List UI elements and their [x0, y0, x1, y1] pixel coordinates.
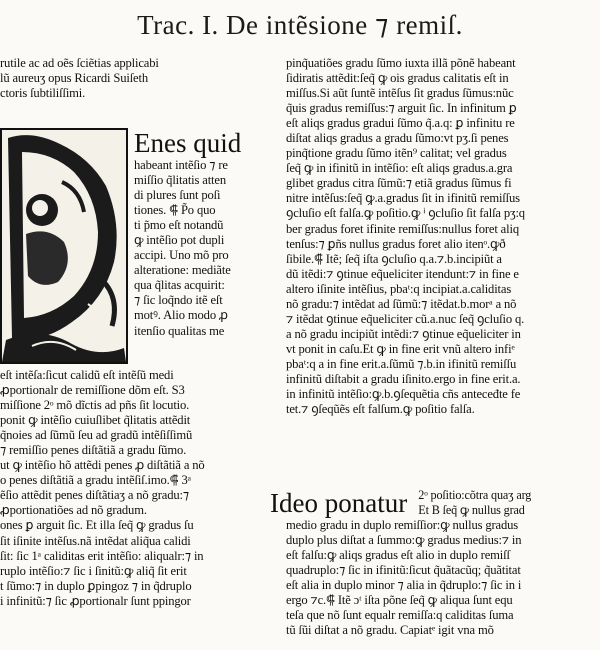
text-line: in infinitũ intẽſio:ꝙ.b.ꝯſequẽtia cñs anteceđte fe — [286, 387, 521, 402]
text-line: nõ gradu:⁊ intẽdat ad ſũmũ:⁊ itẽdat.b.morᵃ a nõ — [286, 296, 517, 311]
text-line: ꝙ intẽſio pot dupli — [134, 233, 225, 248]
text-beside-woodcut — [134, 128, 268, 339]
text-line: ber gradus foret ifinite remiſſus:nullus foret aliq — [286, 221, 519, 236]
text-line: ꝯcluſio eſt falſa.ꝙ poſitio.ꝙ ⁱ ꝯcluſio ſit falſa pʒ:q — [286, 206, 525, 221]
text-line: eſt falſu:ꝙ aliqs gradus eſt alio in duplo remiſſ — [286, 548, 510, 563]
text-line: ſeq̃ ꝙ in ifinitũ in intẽſio: eſt aliqs gradus.a.gra — [286, 161, 513, 176]
right-heading-row — [270, 488, 600, 518]
text-line: miſſio q̃litatis atten — [134, 173, 226, 188]
text-line: lũ aureuʒ opus Ricardi Suiſeth — [0, 71, 148, 86]
text-line: duplo plus diſtat a ſummo:ꝙ gradus medius:⁊ in — [286, 533, 522, 548]
text-line: ti p̃mo eſt notandũ — [134, 218, 224, 233]
text-line: ergo ⁊c.⸿ Itẽ ɔᵗ iſta põne ſeq̃ ꝙ aliqua ſunt equ — [286, 593, 513, 608]
text-line: Et B ſeq̃ ꝙ nullus grad — [418, 503, 525, 518]
heading-tail — [412, 488, 531, 518]
text-line: motꝰ. Alio modo ꝓ — [134, 308, 228, 323]
text-line: ſidiratis attẽdit:ſeq̃ ꝙ ois gradus calitatis eſt in — [286, 71, 509, 86]
right-column-bottom — [286, 518, 600, 638]
left-column-bottom — [0, 368, 268, 609]
text-line: q̃noies ad ſũmũ ſeu ad gradũ intẽſiſſimũ — [0, 428, 193, 443]
text-line: altero iſinite intẽſius, pbaᵗ:q incipiat.a.caliditas — [286, 281, 512, 296]
text-line: diſtat aliqs gradus a gradu ſũmo:vt pʒ.ſi penes — [286, 131, 509, 146]
text-line: q̃uis gradus remiſſus:⁊ arguit ſic. In infinitum ꝑ — [286, 101, 517, 116]
text-line: miſſus.Si aũt ſuntẽ intẽſus ſit gradus ſũmus:nũc — [286, 86, 514, 101]
text-line: t ſũmo:⁊ in duplo ꝑpingoz ⁊ in q̃druplo — [0, 578, 192, 593]
text-line: ones ꝑ arguit ſic. Et illa ſeq̃ ꝙ gradus ſu — [0, 518, 194, 533]
text-line: alteratione: mediãte — [134, 263, 231, 278]
text-line: ⁊ remiſſio penes diſtãtiã a gradu ſũmo. — [0, 443, 187, 458]
text-line: tet.⁊ ꝯſeqũẽs eſt falſum.ꝙ poſitio falſa. — [286, 402, 475, 417]
text-line: eſt alia in duplo minor ⁊ alia in q̃druplo:⁊ ſic in i — [286, 578, 522, 593]
text-line: quadruplo:⁊ ſic in ifinitũ:ſicut q̃uãtacũq; q̃uãtitat — [286, 563, 521, 578]
text-line: ⁊ ſic loq̃ndo itẽ eſt — [134, 293, 223, 308]
text-line: accipi. Uno mõ pro — [134, 248, 229, 263]
text-line: ctoris ſubtiliſſimi. — [0, 86, 86, 101]
section-heading: Enes quid — [134, 128, 242, 158]
running-head: Trac. I. De intẽsione ⁊ remiſ. — [137, 10, 463, 40]
text-line: o penes diſtãtiã a gradu intẽſiſ.imo.⸿ 3ᵃ — [0, 473, 191, 488]
text-line: infinitũ diſtabit a gradu iſinito.ergo in fine erit.a. — [286, 371, 521, 386]
text-line: eſt intẽſa:ſicut calidũ eſt intẽſũ medi — [0, 368, 174, 382]
text-line: dũ itẽdi:⁊ ꝯtinue eq̃ueliciter itendunt:⁊ in fine e — [286, 266, 519, 281]
text-line: rutile ac ad oẽs ſciẽtias applicabi — [0, 56, 159, 70]
text-line: ponit ꝙ intẽſio cuiuſlibet q̃litatis attẽdit — [0, 413, 191, 428]
text-line: ut ꝙ intẽſio hõ attẽdi penes ꝓ diſtãtiã a nõ — [0, 458, 205, 473]
text-line: itenſio qualitas me — [134, 323, 225, 338]
text-line: eſt aliqs gradus gradui ſũmo q̃.a.q: ꝑ infinitu re — [286, 116, 515, 131]
text-line: ſibile.⸿ Itẽ; ſeq̃ iſta ꝯcluſio q.a.⁊.b.incipiũt a — [286, 251, 502, 266]
text-line: di plures ſunt poſi — [134, 188, 221, 203]
text-line: a nõ gradu incipiũt intẽdi:⁊ ꝯtinue eq̃ueliciter in — [286, 326, 521, 341]
text-line: habeant intẽſio ⁊ re — [134, 158, 228, 172]
text-line: nitre intẽſus:ſeq̃ ꝙ.a.gradus ſit in ifinitũ remiſſus — [286, 191, 520, 206]
text-line: ſit: ſic 1ᵃ caliditas erit intẽſio: aliqualr:⁊ in — [0, 548, 204, 563]
text-line: ꝓportionatiões ad nõ gradum. — [0, 503, 147, 518]
text-line: pinq̃uatiões gradu ſũmo iuxta illã põnẽ habeant — [286, 56, 516, 70]
text-line: pbaᵗ:q a in fine erit.a.ſũmũ ⁊.b.in ifinitũ remiſſu — [286, 356, 517, 371]
text-line: tũ ſũi diſtat a nõ gradu. Capiatᵉ igit vna mõ — [286, 623, 494, 638]
text-line: teſa que nõ ſunt equalr remiſſa:q caliditas ſuma — [286, 608, 514, 623]
section-heading: Ideo ponatur — [270, 488, 408, 518]
text-line: tiones. ⸿ P̃o quo — [134, 203, 216, 218]
text-line: glibet gradus citra ſũmũ:⁊ etiã gradus ſũmus fi — [286, 176, 512, 191]
text-line: ẽſio attẽdit penes diſtãtiaʒ a nõ gradu:⁊ — [0, 488, 189, 503]
text-line: ꝓportionalr de remiſſione dõm eſt. S3 — [0, 383, 185, 398]
text-line: ſit iſinite intẽſus.nã intẽdat aliq̃ua calidi — [0, 533, 191, 548]
text-line: medio gradu in duplo remiſſior:ꝙ nullus gradus — [286, 518, 519, 532]
text-line: vt ponit in caſu.Et ꝙ in fine erit vnũ altero infiᵉ — [286, 341, 515, 356]
text-line: ⁊ itẽdat ꝯtinue eq̃ueliciter cũ.a.nuc ſeq̃ ꝯcluſio q. — [286, 311, 525, 326]
text-line: miſſione 2ᵒ mõ dĩctis ad pñs ſit locutio. — [0, 398, 190, 413]
text-line: 2ᵒ poſitio:cõtra quaʒ arg — [418, 488, 532, 502]
text-line: i infinitũ:⁊ ſic ꝓportionalr ſunt ppingor — [0, 593, 191, 608]
text-line: ruplo intẽſio:⁊ ſic i ſinitũ:ꝙ aliq̃ ſit erit — [0, 563, 187, 578]
right-column-top — [286, 56, 600, 417]
woodcut-initial-d-icon — [0, 128, 128, 364]
text-line: tenſus:⁊ ꝑñs nullus gradus foret alio itenᵒ.ꝙð — [286, 236, 506, 251]
text-line: pinq̃tione gradu ſũmo itẽn⁹ calitat; vel gradus — [286, 146, 507, 161]
left-column-top — [0, 56, 268, 101]
text-line: qua q̃litas acquirit: — [134, 278, 225, 293]
